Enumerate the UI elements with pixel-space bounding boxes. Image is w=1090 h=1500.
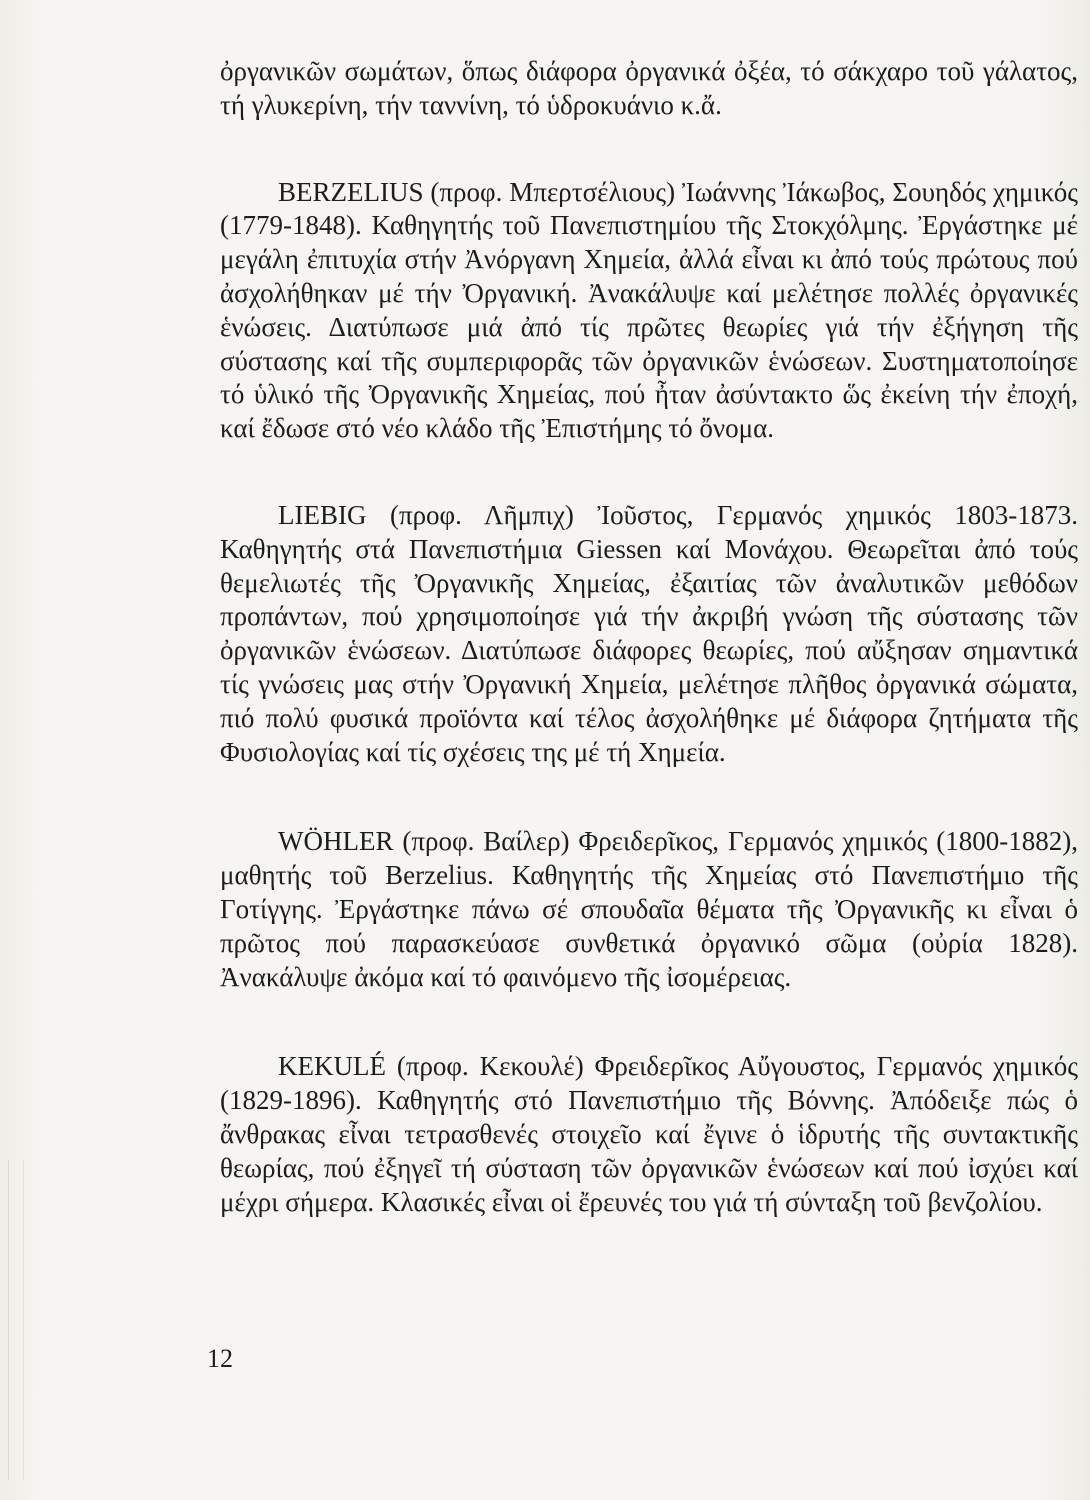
paragraph-intro: ὀργανικῶν σωμάτων, ὅπως διάφορα ὀργανικά ὀξέα, τό σάκχαρο τοῦ γάλατος, τή γλυκερίνη, τήν ταννίνη, τό ὑδροκυάνιο κ.ἄ.: [220, 56, 1078, 120]
text-column: [220, 55, 1078, 1219]
paragraph-kekule: KEKULÉ (προφ. Κεκουλέ) Φρειδερῖκος Αὔγουστος, Γερμανός χημικός (1829-1896). Καθηγητής στό Πανεπιστήμιο τῆς Βόννης. Ἀπόδειξε πώς ὁ ἄνθρακας εἶναι τετρασθενές στοιχεῖο καί ἔγινε ὁ ἱδρυτής τῆς συντακτικῆς θεωρίας, πού ἐξηγεῖ τή σύσταση τῶν ὀργανικῶν ἑνώσεων καί πού ἰσχύει καί μέχρι σήμερα. Κλασικές εἶναι οἱ ἔρευνές του γιά τή σύνταξη τοῦ βενζολίου.: [220, 1051, 1078, 1217]
paragraph-wohler: WÖHLER (προφ. Βαίλερ) Φρειδερῖκος, Γερμανός χημικός (1800-1882), μαθητής τοῦ Berzelius. Καθηγητής τῆς Χημείας στό Πανεπιστήμιο τῆς Γοτίγγης. Ἐργάστηκε πάνω σέ σπουδαῖα θέματα τῆς Ὀργανικῆς κι εἶναι ὁ πρῶτος πού παρασκεύασε συνθετικά ὀργανικό σῶμα (οὐρία 1828). Ἀνακάλυψε ἀκόμα καί τό φαινόμενο τῆς ἰσομέρειας.: [220, 826, 1078, 992]
paragraph-liebig: LIEBIG (προφ. Λῆμπιχ) Ἰοῦστος, Γερμανός χημικός 1803-1873. Καθηγητής στά Πανεπιστήμια Giessen καί Μονάχου. Θεωρεῖται ἀπό τούς θεμελιωτές τῆς Ὀργανικῆς Χημείας, ἐξαιτίας τῶν ἀναλυτικῶν μεθόδων προπάντων, πού χρησιμοποίησε γιά τήν ἀκριβή γνώση τῆς σύστασης τῶν ὀργανικῶν ἑνώσεων. Διατύπωσε διάφορες θεωρίες, πού αὔξησαν σημαντικά τίς γνώσεις μας στήν Ὀργανική Χημεία, μελέτησε πλῆθος ὀργανικά σώματα, πιό πολύ φυσικά προϊόντα καί τέλος ἀσχολήθηκε μέ διάφορα ζητήματα τῆς Φυσιολογίας καί τίς σχέσεις της μέ τή Χημεία.: [220, 499, 1078, 767]
page-number: 12: [207, 1344, 233, 1373]
paragraph-berzelius: BERZELIUS (προφ. Μπερτσέλιους) Ἰωάννης Ἰάκωβος, Σουηδός χημικός (1779-1848). Καθηγητής τοῦ Πανεπιστημίου τῆς Στοκχόλμης. Ἐργάστηκε μέ μεγάλη ἐπιτυχία στήν Ἀνόργανη Χημεία, ἀλλά εἶναι κι ἀπό τούς πρώτους πού ἀσχολήθηκαν μέ τήν Ὀργανική. Ἀνακάλυψε καί μελέτησε πολλές ὀργανικές ἑνώσεις. Διατύπωσε μιά ἀπό τίς πρῶτες θεωρίες γιά τήν ἐξήγηση τῆς σύστασης καί τῆς συμπεριφορᾶς τῶν ὀργανικῶν ἑνώσεων. Συστηματοποίησε τό ὑλικό τῆς Ὀργανικῆς Χημείας, πού ἦταν ἀσύντακτο ὥς ἐκείνη τήν ἐποχή, καί ἔδωσε στό νέο κλάδο τῆς Ἐπιστήμης τό ὄνομα.: [220, 176, 1078, 444]
page-edge: [8, 1160, 24, 1480]
